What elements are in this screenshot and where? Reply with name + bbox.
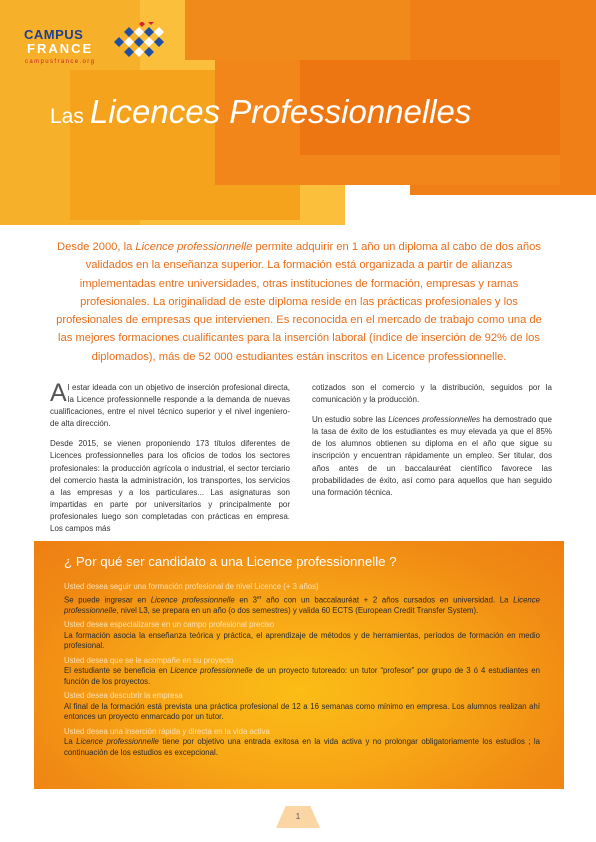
reason-question: Usted desea especializarse en un campo profesional preciso xyxy=(64,620,275,630)
reason-answer xyxy=(64,666,540,687)
answer-italic: Licence professionnelle xyxy=(150,595,235,605)
page-number: 1 xyxy=(295,812,301,821)
reason-question: Usted desea una inserción rápida y directa en la vida activa xyxy=(64,726,270,736)
drop-cap: A xyxy=(50,379,67,407)
body-column-left xyxy=(50,379,290,543)
page-title xyxy=(50,92,471,139)
answer-text: tiene por objetivo una entrada exitosa en la vida activa y no prolongar obligatoriamente los estudios ; la continuación de los estudios es excepcional. xyxy=(64,737,540,757)
logo-line-1: CAMPUS xyxy=(24,27,84,42)
answer-superscript: er xyxy=(257,594,262,601)
reason-answer xyxy=(64,737,540,758)
body-paragraph-2: Desde 2015, se vienen proponiendo 173 títulos diferentes de Licences professionnelles para los oficios de todos los sectores profesionales: la producción agrícola o industrial, el sector terciario del comercio hasta la administración, los transportes, los servicios a las empresas y a los particulares... Las asignaturas son impartidas en parte por universitarios y principalmente por profesionales luego son completadas con prácticas en empresa. Los campos más xyxy=(50,439,290,534)
body-paragraph-4 xyxy=(312,414,552,499)
reason-question: Usted desea descubrir la empresa xyxy=(64,691,183,701)
reason-answer: Al final de la formación está prevista una práctica profesional de 12 a 16 semanas como mínimo en empresa. Los alumnos realizan ahí entonces un proyecto enmarcado por un tutor. xyxy=(64,701,540,722)
reason-question: Usted desea seguir una formación profesional de nivel Licence (+ 3 años) xyxy=(64,582,319,591)
list-item xyxy=(64,727,540,759)
body-paragraph-4-italic: Licences professionnelles xyxy=(388,415,481,425)
list-item xyxy=(64,582,540,616)
reason-answer: La formación asocia la enseñanza teórica y práctica, el aprendizaje de métodos y de herramientas, períodos de formación en medio profesional. xyxy=(64,630,540,651)
why-candidate-box xyxy=(34,541,564,789)
intro-part-2: permite adquirir en 1 año un diploma al cabo de dos años validados en la enseñanza superior. La formación está organizada a partir de alianzas implementadas entre universidades, otras instituciones de formación, empresas y ramas profesionales. La originalidad de este diploma reside en las prácticas profesionales y los profesionales de empresas que intervienen. Es reconocida en el mercado de trabajo como una de las mejores formaciones cualificantes para la inserción laboral (índice de inserción de 92% de los diplomados), más de 52 000 estudiantes están inscritos en Licence professionnelle. xyxy=(56,241,542,363)
diamond-lattice-icon xyxy=(104,22,170,62)
list-item xyxy=(64,620,540,652)
list-item xyxy=(64,656,540,688)
answer-italic: Licence professionnelle xyxy=(76,737,159,747)
logo-tagline: campusfrance.org xyxy=(25,59,96,65)
header-banner xyxy=(0,0,596,225)
body-paragraph-3: cotizados son el comercio y la distribución, seguidos por la comunicación y la producción. xyxy=(312,383,552,405)
answer-text: de un proyecto tutoreado: un tutor “profesor” por grupo de 3 ó 4 estudiantes en función de los proyectos. xyxy=(64,666,540,686)
reason-question: Usted desea que se le acompañe en su proyecto xyxy=(64,655,234,665)
intro-paragraph xyxy=(54,238,544,366)
answer-text: El estudiante se beneficia en xyxy=(64,666,171,676)
title-prefix: Las xyxy=(50,105,84,128)
answer-text: , nivel L3, se prepara en un año (o dos semestres) y valida 60 ECTS (European Credit Transfer System). xyxy=(116,605,479,615)
intro-part-1: Desde 2000, la xyxy=(57,241,136,253)
answer-italic: Licence professionnelle xyxy=(170,666,253,676)
answer-text: La xyxy=(64,737,77,747)
logo-line-2: FRANCE xyxy=(27,41,94,56)
list-item xyxy=(64,691,540,723)
body-column-right xyxy=(312,382,552,507)
body-paragraph-4-b: ha demostrado que la tasa de éxito de los estudiantes es muy elevada ya que el 85% de los alumnos obtienen su diploma en el año que sigue su inscripción y encuentran rápidamente un empleo. Ser titular, dos años antes de un baccalauréat científico favorece las probabilidades de éxito, así como para aquellos que han seguido una formación técnica. xyxy=(312,415,552,497)
header-block-white-right xyxy=(345,195,596,225)
answer-text: Se puede ingresar en xyxy=(64,595,151,605)
title-main: Licences Professionnelles xyxy=(89,93,472,130)
campus-france-logo xyxy=(22,22,182,78)
answer-text: en 3 xyxy=(234,595,258,605)
answer-italic: Licence professionnelle xyxy=(64,595,540,615)
reasons-list xyxy=(64,582,540,762)
reason-answer xyxy=(64,593,540,617)
body-paragraph-4-a: Un estudio sobre las xyxy=(312,415,389,425)
box-heading: ¿ Por qué ser candidato a una Licence professionnelle ? xyxy=(64,554,397,569)
intro-italic: Licence professionnelle xyxy=(135,241,253,253)
answer-text: año con un baccalauréat + 2 años cursados en universidad. La xyxy=(261,595,514,605)
body-paragraph-1 xyxy=(50,379,290,430)
body-paragraph-1-text: l estar ideada con un objetivo de inserción profesional directa, la Licence professionnelle responde a la demanda de nuevas cualificaciones, entre el nivel técnico superior y el nivel ingeniero-de alta dirección. xyxy=(50,383,290,429)
